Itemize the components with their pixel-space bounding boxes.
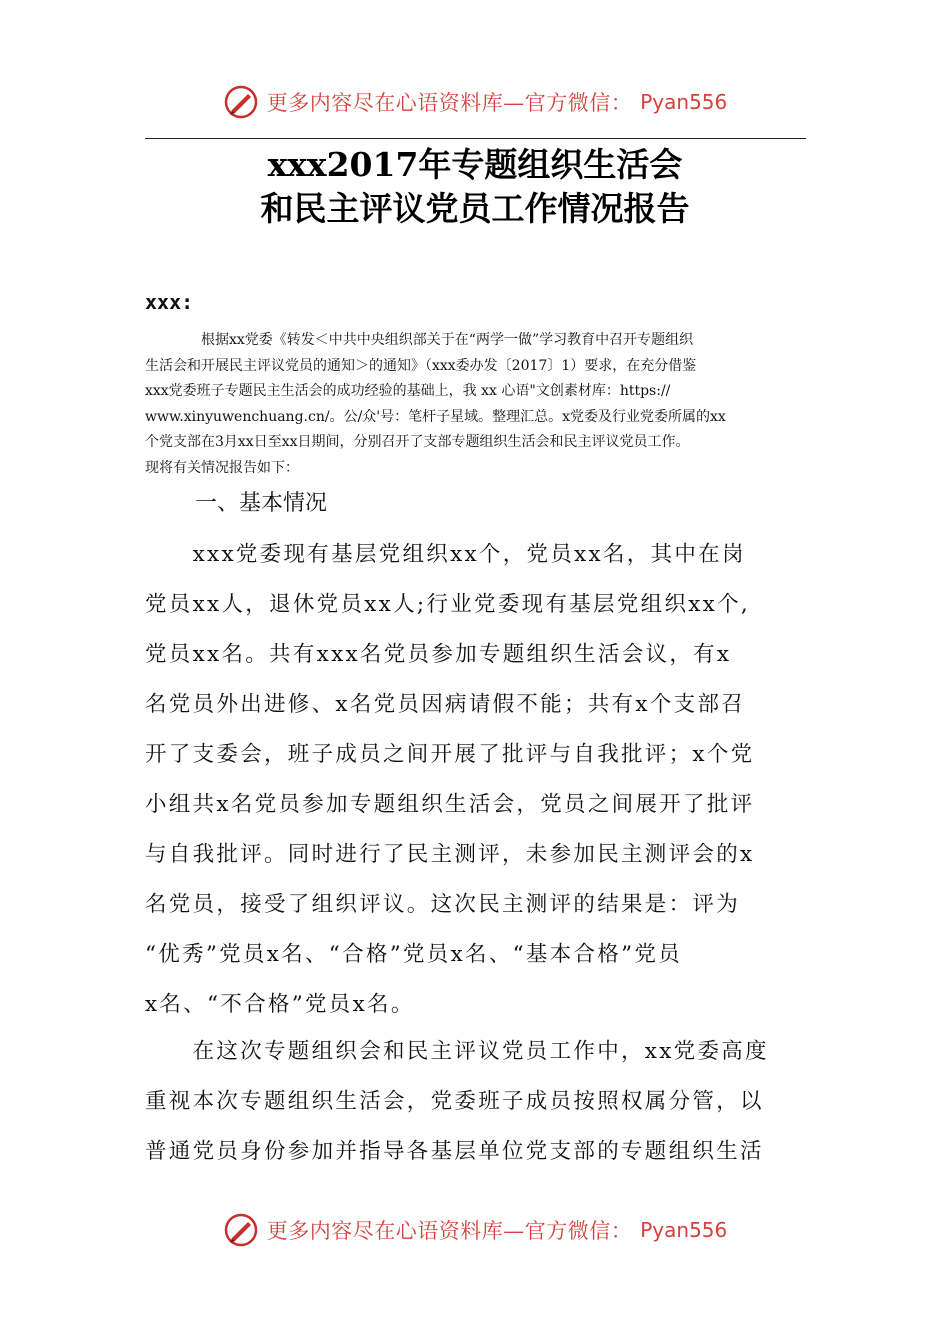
paragraph-line: 名党员外出进修、x名党员因病请假不能；共有x个支部召 — [145, 692, 746, 717]
intro-line: 生活会和开展民主评议党员的通知＞的通知》（xxx委办发〔2017〕1）要求，在充分借鉴 — [145, 357, 697, 374]
paragraph-line: 开了支委会，班子成员之间开展了批评与自我批评；x个党 — [145, 742, 755, 767]
paragraph-line: 名党员，接受了组织评议。这次民主测评的结果是：评为 — [145, 892, 741, 917]
banner-wechat-id: Pyan556 — [640, 1218, 728, 1242]
header-banner — [0, 80, 950, 124]
footer-banner — [0, 1208, 950, 1252]
intro-line: 现将有关情况报告如下： — [145, 459, 299, 476]
banner-text: 更多内容尽在心语资料库—官方微信： — [266, 91, 633, 115]
header-rule — [145, 138, 806, 139]
paragraph-line: x名、“不合格”党员x名。 — [145, 992, 415, 1017]
paragraph-line: “优秀”党员x名、“合格”党员x名、“基本合格”党员 — [145, 942, 683, 967]
paragraph-line: 党员xx名。共有xxx名党员参加专题组织生活会议，有x — [145, 642, 732, 667]
intro-paragraph — [145, 328, 809, 481]
paragraph-line: 普通党员身份参加并指导各基层单位党支部的专题组织生活 — [145, 1139, 764, 1164]
paragraph-line: 重视本次专题组织生活会，党委班子成员按照权属分管，以 — [145, 1089, 764, 1114]
intro-line: xxx党委班子专题民主生活会的成功经验的基础上，我 xx 心语"文创素材库：https:// — [145, 383, 671, 399]
paragraph-line: 与自我批评。同时进行了民主测评，未参加民主测评会的x — [145, 842, 755, 867]
logo-icon — [223, 84, 259, 120]
logo-icon — [223, 1212, 259, 1248]
banner-text: 更多内容尽在心语资料库—官方微信： — [266, 1219, 633, 1243]
intro-line: 个党支部在3月xx日至xx日期间，分别召开了支部专题组织生活会和民主评议党员工作。 — [145, 434, 690, 450]
banner-wechat-id: Pyan556 — [640, 90, 728, 114]
document-title-line-1: xxx2017年专题组织生活会 — [267, 145, 683, 184]
paragraph-line: 在这次专题组织会和民主评议党员工作中，xx党委高度 — [145, 1039, 769, 1064]
salutation: xxx: — [145, 290, 194, 314]
intro-line: www.xinyuwenchuang.cn/。公/众'号：笔杆子星域。整理汇总。x党委及行业党委所属的xx — [145, 408, 726, 425]
body-paragraph-1 — [145, 530, 809, 1030]
paragraph-line: 小组共x名党员参加专题组织生活会，党员之间展开了批评 — [145, 792, 755, 817]
document-title-line-2: 和民主评议党员工作情况报告 — [260, 189, 690, 228]
paragraph-line: 党员xx人，退休党员xx人;行业党委现有基层党组织xx个, — [145, 592, 751, 617]
paragraph-line: xxx党委现有基层党组织xx个，党员xx名，其中在岗 — [145, 542, 746, 567]
body-paragraph-2 — [145, 1027, 809, 1177]
intro-line: 根据xx党委《转发＜中共中央组织部关于在“两学一做”学习教育中召开专题组织 — [201, 332, 694, 348]
section-heading: 一、基本情况 — [195, 491, 328, 516]
